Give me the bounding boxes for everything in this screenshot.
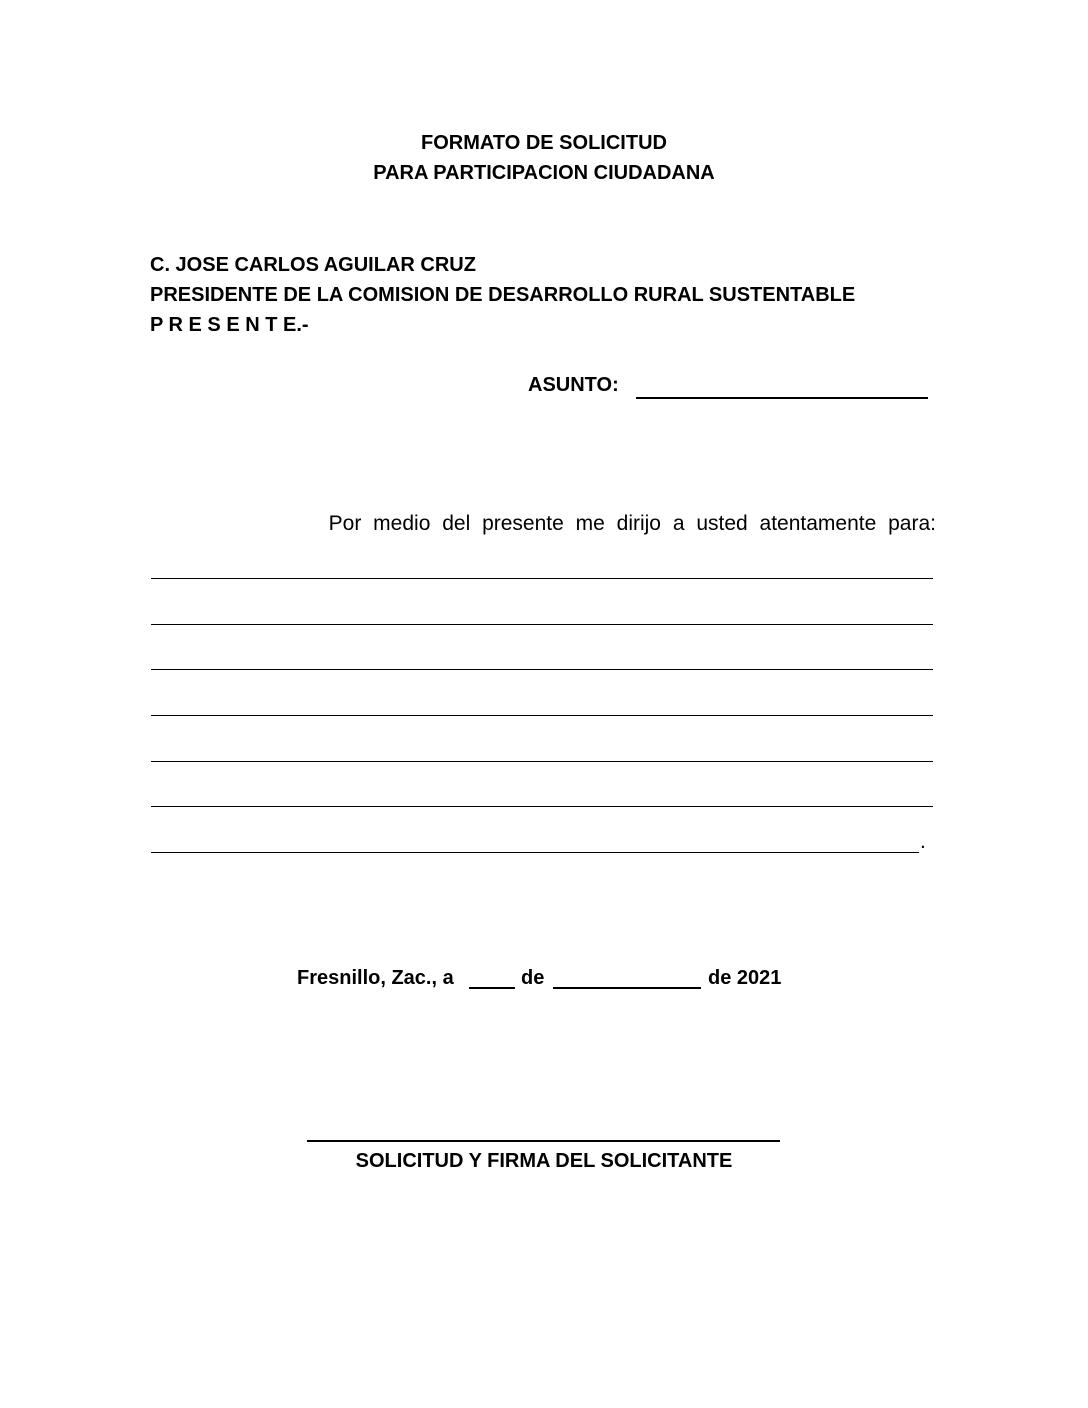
request-text-line-6[interactable]	[151, 806, 933, 807]
request-text-line-4[interactable]	[151, 715, 933, 716]
addressee-name: C. JOSE CARLOS AGUILAR CRUZ	[150, 254, 476, 276]
date-year-text: de 2021	[708, 967, 782, 989]
date-connector-text: de	[521, 967, 545, 989]
form-title-line-2: PARA PARTICIPACION CIUDADANA	[373, 162, 715, 184]
request-text-line-2[interactable]	[151, 624, 933, 625]
month-field-line[interactable]	[553, 987, 701, 989]
subject-label: ASUNTO:	[528, 374, 619, 396]
signature-label: SOLICITUD Y FIRMA DEL SOLICITANTE	[355, 1150, 733, 1172]
subject-field-line[interactable]	[636, 397, 928, 399]
request-text-line-1[interactable]	[151, 578, 933, 579]
request-text-line-3[interactable]	[151, 669, 933, 670]
form-title-line-1: FORMATO DE SOLICITUD	[421, 132, 667, 154]
addressee-greeting: P R E S E N T E.-	[150, 314, 309, 336]
request-text-line-7[interactable]	[151, 852, 919, 853]
day-field-line[interactable]	[469, 987, 515, 989]
request-text-line-5[interactable]	[151, 761, 933, 762]
signature-line[interactable]	[307, 1140, 780, 1142]
addressee-position: PRESIDENTE DE LA COMISION DE DESARROLLO RURAL SUSTENTABLE	[150, 284, 856, 306]
closing-period: .	[920, 830, 926, 853]
date-place-text: Fresnillo, Zac., a	[297, 967, 454, 989]
intro-text: Por medio del presente me dirijo a usted atentamente para:	[328, 512, 936, 535]
